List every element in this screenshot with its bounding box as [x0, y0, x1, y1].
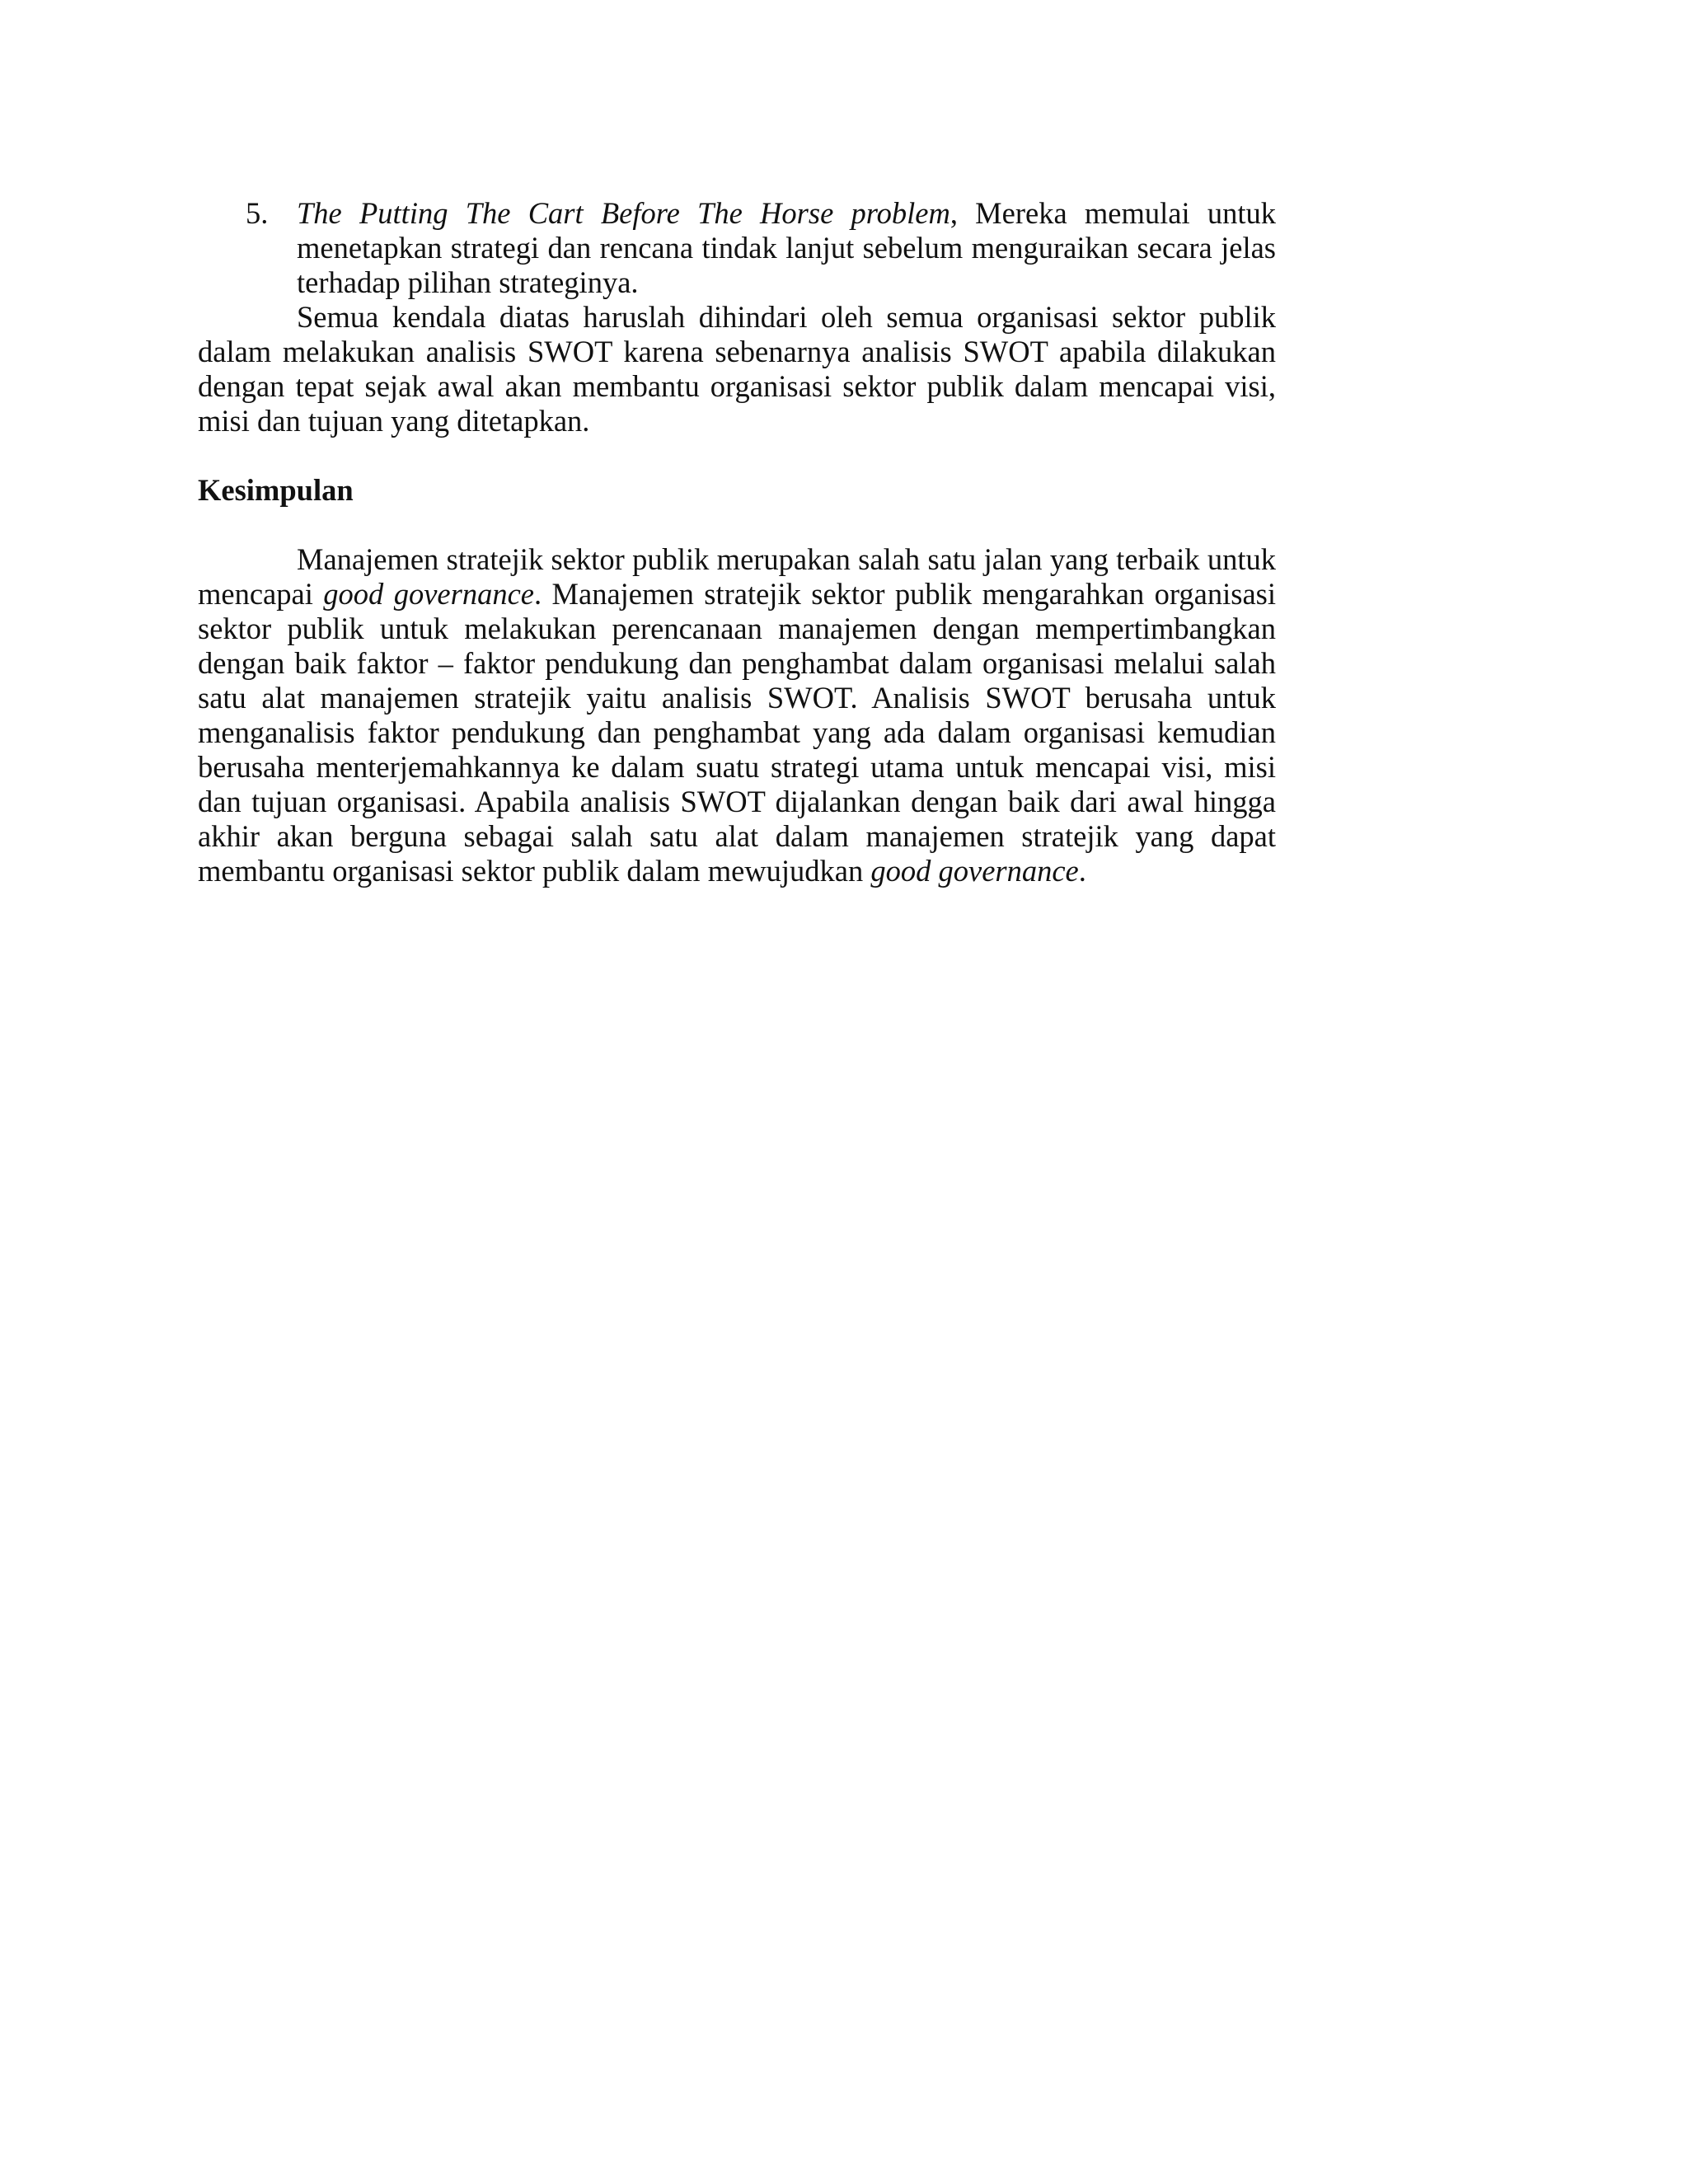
paragraph-constraints: Semua kendala diatas haruslah dihindari oleh semua organisasi sektor publik dalam melakukan analisis SWOT karena sebenarnya analisis SWOT apabila dilakukan dengan tepat sejak awal akan membantu organisasi sektor publik dalam mencapai visi, misi dan tujuan yang ditetapkan.	[198, 300, 1276, 438]
list-item-text: , Mereka memulai untuk menetapkan strategi dan rencana tindak lanjut sebelum menguraikan secara jelas terhadap pilihan strateginya.	[297, 196, 1276, 299]
list-number: 5.	[246, 196, 269, 230]
list-item-italic-title: The Putting The Cart Before The Horse problem	[297, 196, 950, 230]
conclusion-text-2: . Manajemen stratejik sektor publik mengarahkan organisasi sektor publik untuk melakukan perencanaan manajemen dengan mempertimbangkan dengan baik faktor – faktor pendukung dan penghambat dalam organisasi melalui salah satu alat manajemen stratejik yaitu analisis SWOT. Analisis SWOT berusaha untuk menganalisis faktor pendukung dan penghambat yang ada dalam organisasi kemudian berusaha menterjemahkannya ke dalam suatu strategi utama untuk mencapai visi, misi dan tujuan organisasi. Apabila analisis SWOT dijalankan dengan baik dari awal hingga akhir akan berguna sebagai salah satu alat dalam manajemen stratejik yang dapat membantu organisasi sektor publik dalam mewujudkan	[198, 577, 1277, 888]
conclusion-text-3: .	[1078, 854, 1086, 888]
paragraph-conclusion	[198, 542, 1276, 888]
document-body	[198, 196, 1276, 888]
section-heading: Kesimpulan	[198, 473, 354, 507]
conclusion-text-1: Manajemen stratejik sektor publik merupakan salah satu jalan yang terbaik untuk mencapai	[198, 542, 1276, 611]
numbered-list-item	[198, 196, 1276, 300]
conclusion-italic-1: good governance	[323, 577, 534, 611]
conclusion-italic-2: good governance	[870, 854, 1079, 888]
